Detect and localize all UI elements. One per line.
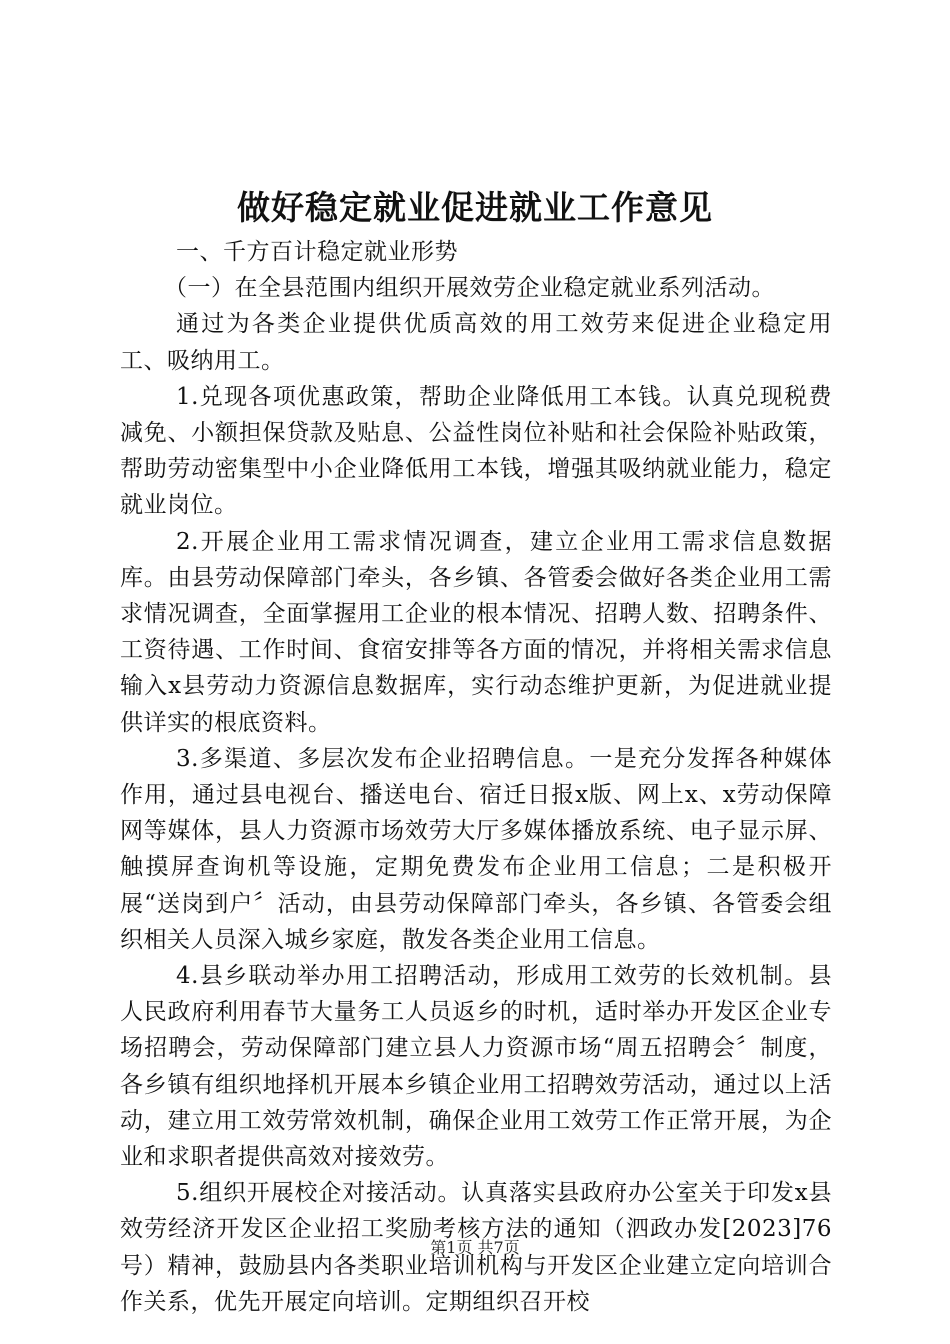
paragraph-item-4: 4.县乡联动举办用工招聘活动，形成用工效劳的长效机制。县人民政府利用春节大量务工人员返乡的时机，适时举办开发区企业专场招聘会，劳动保障部门建立县人力资源市场“周五招聘会〞制度，各乡镇有组织地择机开展本乡镇企业用工招聘效劳活动，通过以上活动，建立用工效劳常效机制，确保企业用工效劳工作正常开展，为企业和求职者提供高效对接效劳。	[120, 963, 832, 1171]
section-heading: 一、千方百计稳定就业形势	[176, 239, 458, 265]
paragraph-item-3: 3.多渠道、多层次发布企业招聘信息。一是充分发挥各种媒体作用，通过县电视台、播送电台、宿迁日报x版、网上x、x劳动保障网等媒体，县人力资源市场效劳大厅多媒体播放系统、电子显示屏、触摸屏查询机等设施，定期免费发布企业用工信息；二是积极开展“送岗到户〞活动，由县劳动保障部门牵头，各乡镇、各管委会组织相关人员深入城乡家庭，散发各类企业用工信息。	[120, 745, 832, 953]
subsection-heading: （一）在全县范围内组织开展效劳企业稳定就业系列活动。	[164, 275, 775, 302]
paragraph-item-5: 5.组织开展校企对接活动。认真落实县政府办公室关于印发x县效劳经济开发区企业招工奖励考核方法的通知（泗政办发[2023]76号）精神，鼓励县内各类职业培训机构与开发区企业建立定向培训合作关系，优先开展定向培训。定期组织召开校	[120, 1180, 832, 1315]
paragraph-item-1: 1.兑现各项优惠政策，帮助企业降低用工本钱。认真兑现税费减免、小额担保贷款及贴息、公益性岗位补贴和社会保险补贴政策，帮助劳动密集型中小企业降低用工本钱，增强其吸纳就业能力，稳定就业岗位。	[120, 383, 832, 519]
page-footer: 第1页 共7页	[430, 1238, 520, 1257]
document-title: 做好稳定就业促进就业工作意见	[237, 188, 713, 227]
paragraph-item-2: 2.开展企业用工需求情况调查，建立企业用工需求信息数据库。由县劳动保障部门牵头，各乡镇、各管委会做好各类企业用工需求情况调查，全面掌握用工企业的根本情况、招聘人数、招聘条件、工资待遇、工作时间、食宿安排等各方面的情况，并将相关需求信息输入x县劳动力资源信息数据库，实行动态维护更新，为促进就业提供详实的根底资料。	[120, 528, 832, 736]
paragraph-intro: 通过为各类企业提供优质高效的用工效劳来促进企业稳定用工、吸纳用工。	[120, 311, 832, 374]
document-body	[120, 234, 832, 1320]
